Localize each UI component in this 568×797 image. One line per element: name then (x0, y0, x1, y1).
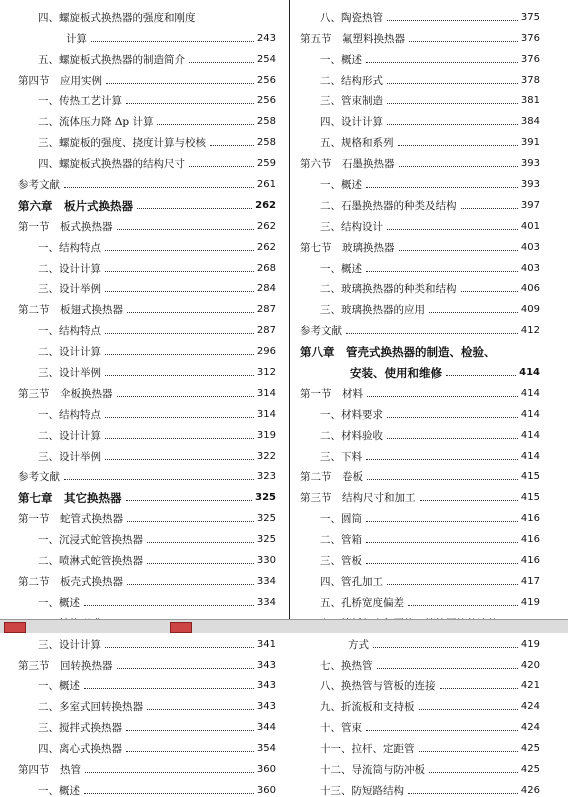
toc-page-number: 409 (520, 304, 540, 316)
toc-entry (18, 525, 276, 546)
toc-leader-dots (366, 521, 518, 522)
toc-entry (18, 379, 276, 400)
toc-entry (300, 170, 540, 191)
toc-entry-title: 七、换热管 (320, 659, 373, 672)
toc-leader-dots (189, 166, 254, 167)
toc-entry (300, 692, 540, 713)
toc-entry-title: 八、陶瓷热管 (320, 11, 383, 24)
toc-entry-title: 第五节 氟塑料换热器 (300, 32, 405, 45)
toc-entry (300, 66, 540, 87)
toc-entry (18, 107, 276, 128)
toc-leader-dots (366, 542, 518, 543)
toc-entry-title: 二、设计计算 (38, 262, 101, 275)
toc-leader-dots (387, 584, 518, 585)
toc-entry (300, 24, 540, 45)
toc-entry (18, 400, 276, 421)
toc-entry-title: 三、设计计算 (38, 638, 101, 651)
toc-page-number: 425 (520, 743, 540, 755)
toc-entry-title: 第三节 伞板换热器 (18, 387, 113, 400)
toc-entry (300, 713, 540, 734)
toc-entry-title: 四、螺旋板式换热器的强度和刚度 (38, 11, 196, 24)
toc-entry-title: 安装、使用和维修 (350, 366, 442, 381)
toc-page-number: 414 (520, 408, 540, 420)
toc-entry (300, 191, 540, 212)
toc-leader-dots (147, 709, 254, 710)
toc-page-number: 296 (256, 346, 276, 358)
toc-leader-dots (408, 793, 518, 794)
toc-leader-dots (346, 333, 518, 334)
toc-leader-dots (419, 709, 518, 710)
toc-entry (300, 87, 540, 108)
toc-entry-title: 一、概述 (38, 680, 80, 693)
toc-leader-dots (387, 229, 518, 230)
toc-page-number: 287 (256, 325, 276, 337)
toc-page-number: 376 (520, 53, 540, 65)
toc-entry (18, 776, 276, 797)
toc-page-number: 256 (256, 95, 276, 107)
toc-page-number: 416 (520, 534, 540, 546)
toc-leader-dots (105, 375, 254, 376)
toc-entry-title: 第七章 其它换热器 (18, 491, 122, 506)
toc-leader-dots (420, 500, 518, 501)
toc-leader-dots (137, 208, 252, 209)
toc-page-number: 360 (256, 763, 276, 775)
toc-leader-dots (127, 584, 254, 585)
toc-entry-title: 第八章 管壳式换热器的制造、检验、 (300, 345, 496, 360)
toc-entry-title: 十一、拉杆、定距管 (320, 743, 415, 756)
toc-entry-title: 二、管箱 (320, 534, 362, 547)
toc-entry-title: 一、结构特点 (38, 241, 101, 254)
toc-page-number: 415 (520, 492, 540, 504)
toc-entry (300, 651, 540, 672)
toc-page-number: 243 (256, 32, 276, 44)
toc-entry-title: 二、设计计算 (38, 346, 101, 359)
toc-page-number: 403 (520, 241, 540, 253)
toc-leader-dots (387, 438, 518, 439)
toc-page-number: 343 (256, 701, 276, 713)
toc-leader-dots (105, 333, 254, 334)
toc-leader-dots (408, 605, 518, 606)
toc-page-number: 414 (520, 450, 540, 462)
toc-entry (18, 337, 276, 358)
toc-page-number: 381 (520, 95, 540, 107)
toc-leader-dots (105, 438, 254, 439)
toc-entry (18, 421, 276, 442)
toc-entry (300, 295, 540, 316)
toc-leader-dots (147, 542, 254, 543)
toc-entry (18, 504, 276, 525)
toc-page-number: 360 (256, 784, 276, 796)
toc-leader-dots (105, 250, 254, 251)
toc-entry (18, 128, 276, 149)
toc-entry (18, 149, 276, 170)
toc-entry (18, 212, 276, 233)
toc-leader-dots (126, 751, 254, 752)
toc-leader-dots (117, 229, 254, 230)
taskbar (0, 619, 568, 633)
toc-entry-title: 三、玻璃换热器的应用 (320, 304, 425, 317)
toc-entry (300, 379, 540, 400)
toc-leader-dots (189, 62, 254, 63)
toc-leader-dots (399, 166, 518, 167)
toc-entry-title: 第一节 材料 (300, 387, 363, 400)
toc-leader-dots (366, 62, 518, 63)
toc-entry-title: 第六章 板片式换热器 (18, 198, 133, 213)
toc-entry-title: 三、下料 (320, 450, 362, 463)
toc-entry-title: 五、孔桥宽度偏差 (320, 596, 404, 609)
toc-page-number: 334 (256, 575, 276, 587)
toc-page-number: 384 (520, 116, 540, 128)
toc-entry-title: 五、规格和系列 (320, 137, 394, 150)
toc-page-number: 341 (256, 638, 276, 650)
toc-entry (300, 254, 540, 275)
toc-leader-dots (126, 103, 254, 104)
toc-leader-dots (387, 103, 518, 104)
toc-entry-title: 第二节 卷板 (300, 471, 363, 484)
toc-entry (300, 421, 540, 442)
toc-entry (300, 567, 540, 588)
toc-leader-dots (409, 41, 518, 42)
toc-page-number: 378 (520, 74, 540, 86)
toc-page-number: 334 (256, 596, 276, 608)
toc-page-number: 425 (520, 763, 540, 775)
toc-leader-dots (440, 688, 518, 689)
toc-page-number: 424 (520, 722, 540, 734)
toc-entry-title: 十二、导流筒与防冲板 (320, 763, 425, 776)
toc-page-number: 325 (255, 492, 276, 504)
toc-entry (18, 463, 276, 484)
toc-entry-title: 八、换热管与管板的连接 (320, 680, 436, 693)
toc-entry-title: 一、结构特点 (38, 325, 101, 338)
toc-entry (300, 275, 540, 296)
toc-entry (18, 651, 276, 672)
toc-leader-dots (429, 772, 518, 773)
toc-leader-dots (84, 688, 254, 689)
toc-entry-title: 十三、防短路结构 (320, 784, 404, 797)
toc-leader-dots (366, 563, 518, 564)
toc-entry (18, 546, 276, 567)
toc-entry (18, 713, 276, 734)
taskbar-button[interactable] (170, 622, 192, 633)
toc-page-number: 319 (256, 429, 276, 441)
toc-leader-dots (446, 375, 516, 376)
toc-entry (300, 546, 540, 567)
toc-page-number: 393 (520, 158, 540, 170)
toc-entry (18, 87, 276, 108)
toc-entry (18, 45, 276, 66)
toc-entry (300, 776, 540, 797)
toc-entry-title: 一、传热工艺计算 (38, 95, 122, 108)
toc-leader-dots (429, 312, 518, 313)
toc-entry-title: 三、设计举例 (38, 283, 101, 296)
toc-page-number: 417 (520, 575, 540, 587)
toc-page-number: 343 (256, 680, 276, 692)
toc-page-number: 414 (520, 429, 540, 441)
column-divider (289, 0, 290, 620)
toc-leader-dots (64, 479, 254, 480)
toc-page-number: 284 (256, 283, 276, 295)
toc-leader-dots (106, 83, 254, 84)
toc-right-column (300, 3, 540, 797)
toc-entry (18, 567, 276, 588)
toc-entry (300, 755, 540, 776)
toc-page-number: 376 (520, 32, 540, 44)
toc-entry (300, 3, 540, 24)
toc-page-number: 393 (520, 179, 540, 191)
toc-page-number: 254 (256, 53, 276, 65)
toc-leader-dots (84, 793, 254, 794)
toc-entry-title: 第一节 板式换热器 (18, 220, 113, 233)
toc-leader-dots (127, 312, 254, 313)
toc-entry-title: 一、概述 (38, 784, 80, 797)
toc-page-number: 375 (520, 11, 540, 23)
toc-chapter-entry (300, 337, 540, 358)
toc-page-number: 259 (256, 158, 276, 170)
toc-page-number: 322 (256, 450, 276, 462)
toc-page-number: 343 (256, 659, 276, 671)
toc-entry (300, 107, 540, 128)
toc-leader-dots (117, 668, 254, 669)
toc-leader-dots (366, 459, 518, 460)
toc-entry-title: 计算 (66, 32, 87, 45)
toc-entry-title: 一、材料要求 (320, 408, 383, 421)
toc-entry-title: 第四节 应用实例 (18, 74, 102, 87)
toc-page-number: 262 (255, 199, 276, 211)
toc-entry-title: 一、沉浸式蛇管换热器 (38, 534, 143, 547)
toc-entry-title: 三、设计举例 (38, 450, 101, 463)
toc-entry-title: 第四节 热管 (18, 763, 81, 776)
toc-entry-title: 方式 (348, 638, 369, 651)
toc-entry-title: 一、概述 (320, 53, 362, 66)
toc-entry-title: 四、管孔加工 (320, 575, 383, 588)
toc-entry (18, 3, 276, 24)
toc-entry-title: 五、螺旋板式换热器的制造简介 (38, 53, 185, 66)
toc-entry (300, 128, 540, 149)
toc-entry (18, 672, 276, 693)
toc-leader-dots (105, 459, 254, 460)
toc-leader-dots (398, 145, 518, 146)
toc-entry (300, 734, 540, 755)
toc-entry (18, 295, 276, 316)
toc-page-number: 424 (520, 701, 540, 713)
toc-entry-title: 二、材料验收 (320, 429, 383, 442)
toc-entry-title: 二、玻璃换热器的种类和结构 (320, 283, 457, 296)
toc-page-number: 419 (520, 638, 540, 650)
toc-page-number: 421 (520, 680, 540, 692)
toc-entry (18, 692, 276, 713)
toc-page-number: 262 (256, 241, 276, 253)
toc-entry (18, 442, 276, 463)
toc-page-number: 419 (520, 596, 540, 608)
toc-entry-title: 一、圆筒 (320, 513, 362, 526)
toc-entry (300, 483, 540, 504)
toc-entry-title: 三、结构设计 (320, 220, 383, 233)
toc-entry (300, 672, 540, 693)
toc-entry-title: 参考文献 (300, 325, 342, 338)
toc-page-number: 256 (256, 74, 276, 86)
toc-leader-dots (126, 730, 254, 731)
toc-entry-title: 参考文献 (18, 471, 60, 484)
toc-entry (18, 254, 276, 275)
toc-leader-dots (377, 668, 518, 669)
toc-page-number: 261 (256, 179, 276, 191)
toc-entry-title: 一、概述 (320, 179, 362, 192)
toc-leader-dots (85, 772, 254, 773)
toc-leader-dots (127, 521, 254, 522)
toc-page-number: 416 (520, 555, 540, 567)
toc-entry-title: 三、管束制造 (320, 95, 383, 108)
toc-page-number: 323 (256, 471, 276, 483)
toc-entry (300, 149, 540, 170)
toc-entry-title: 二、结构形式 (320, 74, 383, 87)
toc-leader-dots (461, 291, 518, 292)
toc-chapter-entry (18, 191, 276, 212)
toc-leader-dots (387, 20, 518, 21)
toc-entry-title: 二、流体压力降 Δp 计算 (38, 116, 154, 129)
toc-entry-title: 三、螺旋板的强度、挠度计算与校核 (38, 137, 206, 150)
toc-page-number: 406 (520, 283, 540, 295)
toc-page-number: 420 (520, 659, 540, 671)
toc-page-number: 414 (520, 387, 540, 399)
toc-entry-title: 三、搅拌式换热器 (38, 722, 122, 735)
toc-entry-title: 一、结构特点 (38, 408, 101, 421)
toc-leader-dots (387, 124, 518, 125)
toc-leader-dots (105, 291, 254, 292)
toc-page-number: 426 (520, 784, 540, 796)
toc-entry-title: 二、石墨换热器的种类及结构 (320, 199, 457, 212)
toc-page-number: 314 (256, 408, 276, 420)
toc-leader-dots (105, 647, 254, 648)
toc-entry (18, 734, 276, 755)
toc-entry (300, 233, 540, 254)
toc-entry-title: 三、设计举例 (38, 367, 101, 380)
toc-page-number: 330 (256, 555, 276, 567)
toc-entry (18, 358, 276, 379)
toc-leader-dots (91, 41, 254, 42)
toc-entry-title: 第二节 板翅式换热器 (18, 304, 123, 317)
toc-page-number: 344 (256, 722, 276, 734)
toc-entry (300, 525, 540, 546)
toc-left-column (18, 3, 276, 797)
toc-leader-dots (366, 271, 518, 272)
toc-page-number: 258 (256, 116, 276, 128)
toc-leader-dots (64, 187, 254, 188)
toc-entry-title: 二、多室式回转换热器 (38, 701, 143, 714)
toc-entry-title: 第六节 石墨换热器 (300, 158, 395, 171)
toc-page-number: 416 (520, 513, 540, 525)
toc-leader-dots (399, 250, 518, 251)
toc-page-number: 354 (256, 743, 276, 755)
toc-page-number: 258 (256, 137, 276, 149)
toc-page-number: 262 (256, 220, 276, 232)
toc-leader-dots (461, 208, 518, 209)
toc-page-number: 391 (520, 137, 540, 149)
toc-entry (18, 275, 276, 296)
toc-chapter-entry (18, 483, 276, 504)
toc-leader-dots (367, 396, 518, 397)
toc-entry-title: 第三节 结构尺寸和加工 (300, 492, 416, 505)
toc-leader-dots (373, 647, 518, 648)
toc-leader-dots (105, 271, 254, 272)
toc-leader-dots (105, 417, 254, 418)
toc-leader-dots (117, 396, 254, 397)
toc-leader-dots (367, 479, 518, 480)
toc-page-number: 314 (256, 387, 276, 399)
toc-entry (18, 588, 276, 609)
toc-entry (18, 233, 276, 254)
toc-leader-dots (84, 605, 254, 606)
toc-entry (18, 755, 276, 776)
toc-entry-title: 九、折流板和支持板 (320, 701, 415, 714)
toc-entry (300, 442, 540, 463)
toc-entry (300, 400, 540, 421)
toc-entry-title: 第二节 板壳式换热器 (18, 575, 123, 588)
taskbar-button[interactable] (4, 622, 26, 633)
toc-entry (300, 588, 540, 609)
toc-entry (18, 24, 276, 45)
toc-entry-title: 四、设计计算 (320, 116, 383, 129)
toc-leader-dots (366, 187, 518, 188)
toc-page-number: 325 (256, 513, 276, 525)
toc-page-number: 415 (520, 471, 540, 483)
toc-entry-title: 参考文献 (18, 179, 60, 192)
toc-entry (300, 504, 540, 525)
toc-leader-dots (157, 124, 253, 125)
toc-entry-title: 一、概述 (320, 262, 362, 275)
toc-entry-title: 三、管板 (320, 555, 362, 568)
toc-entry-title: 第一节 蛇管式换热器 (18, 513, 123, 526)
toc-entry-title: 四、螺旋板式换热器的结构尺寸 (38, 158, 185, 171)
toc-page-number: 403 (520, 262, 540, 274)
toc-entry (300, 45, 540, 66)
toc-leader-dots (126, 500, 253, 501)
toc-entry (300, 316, 540, 337)
toc-page-number: 312 (256, 367, 276, 379)
toc-entry-title: 四、离心式换热器 (38, 743, 122, 756)
toc-leader-dots (210, 145, 254, 146)
toc-page-number: 268 (256, 262, 276, 274)
toc-page-number: 412 (520, 325, 540, 337)
toc-leader-dots (419, 751, 518, 752)
toc-entry-title: 十、管束 (320, 722, 362, 735)
toc-page-number: 287 (256, 304, 276, 316)
toc-entry-title: 第七节 玻璃换热器 (300, 241, 395, 254)
toc-entry-title: 第三节 回转换热器 (18, 659, 113, 672)
toc-entry (300, 463, 540, 484)
toc-leader-dots (105, 354, 254, 355)
toc-leader-dots (387, 417, 518, 418)
toc-entry-title: 二、设计计算 (38, 429, 101, 442)
toc-entry (18, 316, 276, 337)
toc-entry (18, 66, 276, 87)
toc-entry-title: 一、概述 (38, 596, 80, 609)
toc-leader-dots (387, 83, 518, 84)
toc-entry-title: 二、喷淋式蛇管换热器 (38, 555, 143, 568)
toc-page-number: 401 (520, 220, 540, 232)
toc-entry (18, 170, 276, 191)
toc-page-number: 414 (519, 367, 540, 379)
toc-leader-dots (366, 730, 518, 731)
toc-page-number: 325 (256, 534, 276, 546)
toc-page-number: 397 (520, 199, 540, 211)
toc-entry (300, 212, 540, 233)
toc-chapter-entry (300, 358, 540, 379)
toc-leader-dots (147, 563, 254, 564)
